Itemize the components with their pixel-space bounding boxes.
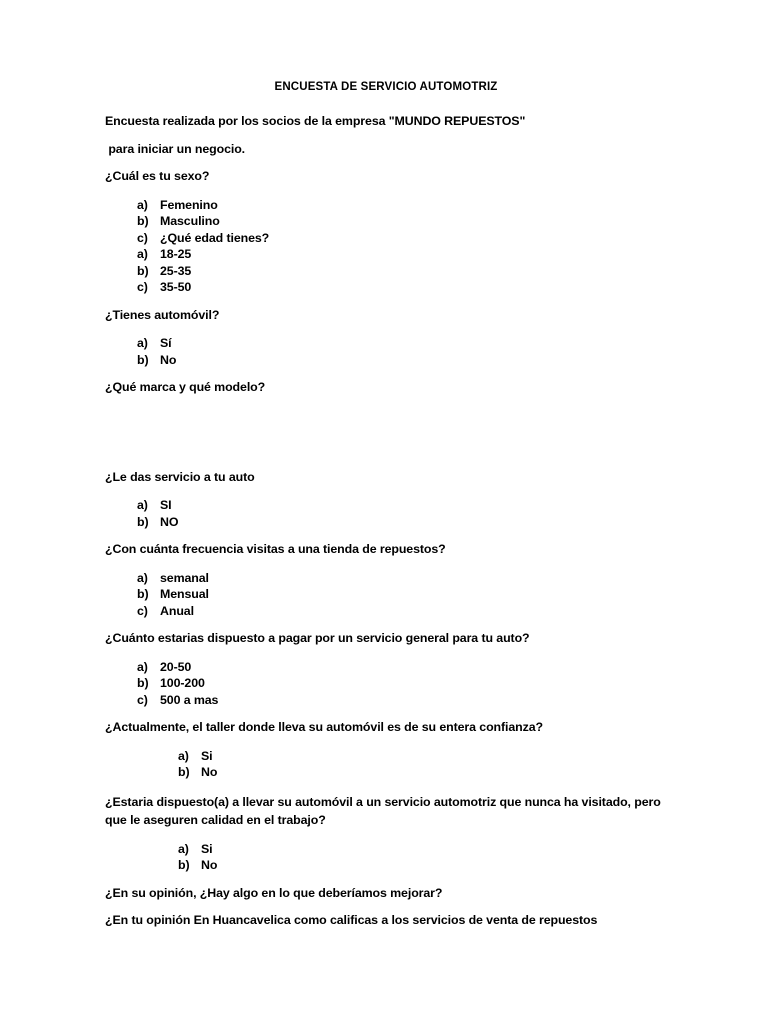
list-item[interactable]	[178, 748, 667, 765]
list-item[interactable]	[137, 213, 667, 230]
option-label: 100-200	[160, 676, 205, 690]
list-item[interactable]	[137, 514, 667, 531]
option-marker: a)	[178, 841, 189, 856]
option-marker: b)	[137, 514, 149, 529]
option-marker: c)	[137, 230, 148, 245]
options-confianza-taller	[105, 748, 667, 781]
option-marker: b)	[137, 352, 149, 367]
option-marker: a)	[137, 247, 148, 261]
list-item[interactable]	[137, 335, 667, 352]
list-item[interactable]	[137, 659, 667, 676]
option-marker: a)	[137, 498, 148, 512]
question-marca-modelo: ¿Qué marca y qué modelo?	[105, 380, 266, 394]
option-label: Si	[201, 748, 213, 763]
option-label: No	[201, 765, 218, 779]
option-label: 35-50	[160, 280, 192, 294]
option-marker: a)	[178, 748, 189, 763]
option-marker: a)	[137, 659, 148, 674]
option-marker: b)	[137, 263, 149, 278]
option-marker: b)	[178, 858, 190, 872]
option-label: 25-35	[160, 263, 192, 278]
option-label: Si	[201, 841, 213, 856]
option-marker: a)	[137, 197, 148, 212]
option-label: 18-25	[160, 247, 192, 261]
list-item[interactable]	[137, 586, 667, 603]
list-item[interactable]	[137, 230, 667, 247]
answer-space	[105, 408, 667, 470]
list-item[interactable]	[137, 570, 667, 587]
option-label: semanal	[160, 570, 209, 585]
question-tiene-automovil: ¿Tienes automóvil?	[105, 307, 220, 322]
list-item[interactable]	[178, 857, 667, 874]
list-item[interactable]	[137, 692, 667, 709]
question-frecuencia-visitas: ¿Con cuánta frecuencia visitas a una tienda de repuestos?	[105, 542, 446, 556]
options-frecuencia-visitas	[105, 570, 667, 620]
question-sexo: ¿Cuál es tu sexo?	[105, 169, 210, 183]
option-marker: a)	[137, 336, 148, 350]
options-precio-servicio	[105, 659, 667, 709]
list-item[interactable]	[137, 352, 667, 369]
list-item[interactable]	[137, 197, 667, 214]
option-marker: a)	[137, 570, 148, 585]
option-label: NO	[160, 514, 179, 529]
option-marker: c)	[137, 280, 148, 294]
option-label: Sí	[160, 336, 172, 350]
question-servicio-auto: ¿Le das servicio a tu auto	[105, 469, 255, 484]
document-body	[105, 80, 667, 941]
option-marker: c)	[137, 692, 148, 707]
option-label: No	[201, 858, 218, 872]
question-precio-servicio: ¿Cuánto estarias dispuesto a pagar por un servicio general para tu auto?	[105, 631, 530, 645]
question-servicio-nuevo: ¿Estaria dispuesto(a) a llevar su automóvil a un servicio automotriz que nunca ha visitado, pero que le aseguren calidad en el trabajo?	[105, 794, 665, 827]
list-item[interactable]	[137, 497, 667, 514]
option-marker: c)	[137, 603, 148, 618]
option-marker: b)	[137, 587, 149, 601]
intro-line-1: Encuesta realizada por los socios de la empresa "MUNDO REPUESTOS"	[105, 114, 526, 128]
option-label: 500 a mas	[160, 692, 219, 707]
list-item[interactable]	[178, 841, 667, 858]
option-label: 20-50	[160, 659, 192, 674]
question-confianza-taller: ¿Actualmente, el taller donde lleva su automóvil es de su entera confianza?	[105, 720, 543, 734]
list-item[interactable]	[137, 263, 667, 280]
question-opinion-mejora: ¿En su opinión, ¿Hay algo en lo que deberíamos mejorar?	[105, 885, 443, 900]
option-label: No	[160, 352, 177, 367]
intro-line-2: para iniciar un negocio.	[105, 141, 246, 156]
option-marker: b)	[178, 765, 190, 779]
list-item[interactable]	[137, 279, 667, 296]
option-label: Femenino	[160, 197, 218, 212]
option-marker: b)	[137, 214, 149, 228]
option-label: Masculino	[160, 214, 220, 228]
options-sexo	[105, 197, 667, 296]
option-label: Mensual	[160, 587, 209, 601]
list-item[interactable]	[137, 246, 667, 263]
list-item[interactable]	[137, 603, 667, 620]
option-label: Anual	[160, 603, 194, 618]
list-item[interactable]	[137, 675, 667, 692]
option-label: ¿Qué edad tienes?	[160, 230, 270, 245]
document-title: ENCUESTA DE SERVICIO AUTOMOTRIZ	[274, 81, 498, 93]
options-servicio-nuevo	[105, 841, 667, 874]
options-tiene-automovil	[105, 335, 667, 368]
option-marker: b)	[137, 676, 149, 690]
option-label: SI	[160, 498, 172, 512]
options-servicio-auto	[105, 497, 667, 530]
list-item[interactable]	[178, 764, 667, 781]
question-opinion-huancavelica: ¿En tu opinión En Huancavelica como calificas a los servicios de venta de repuestos	[105, 913, 598, 927]
